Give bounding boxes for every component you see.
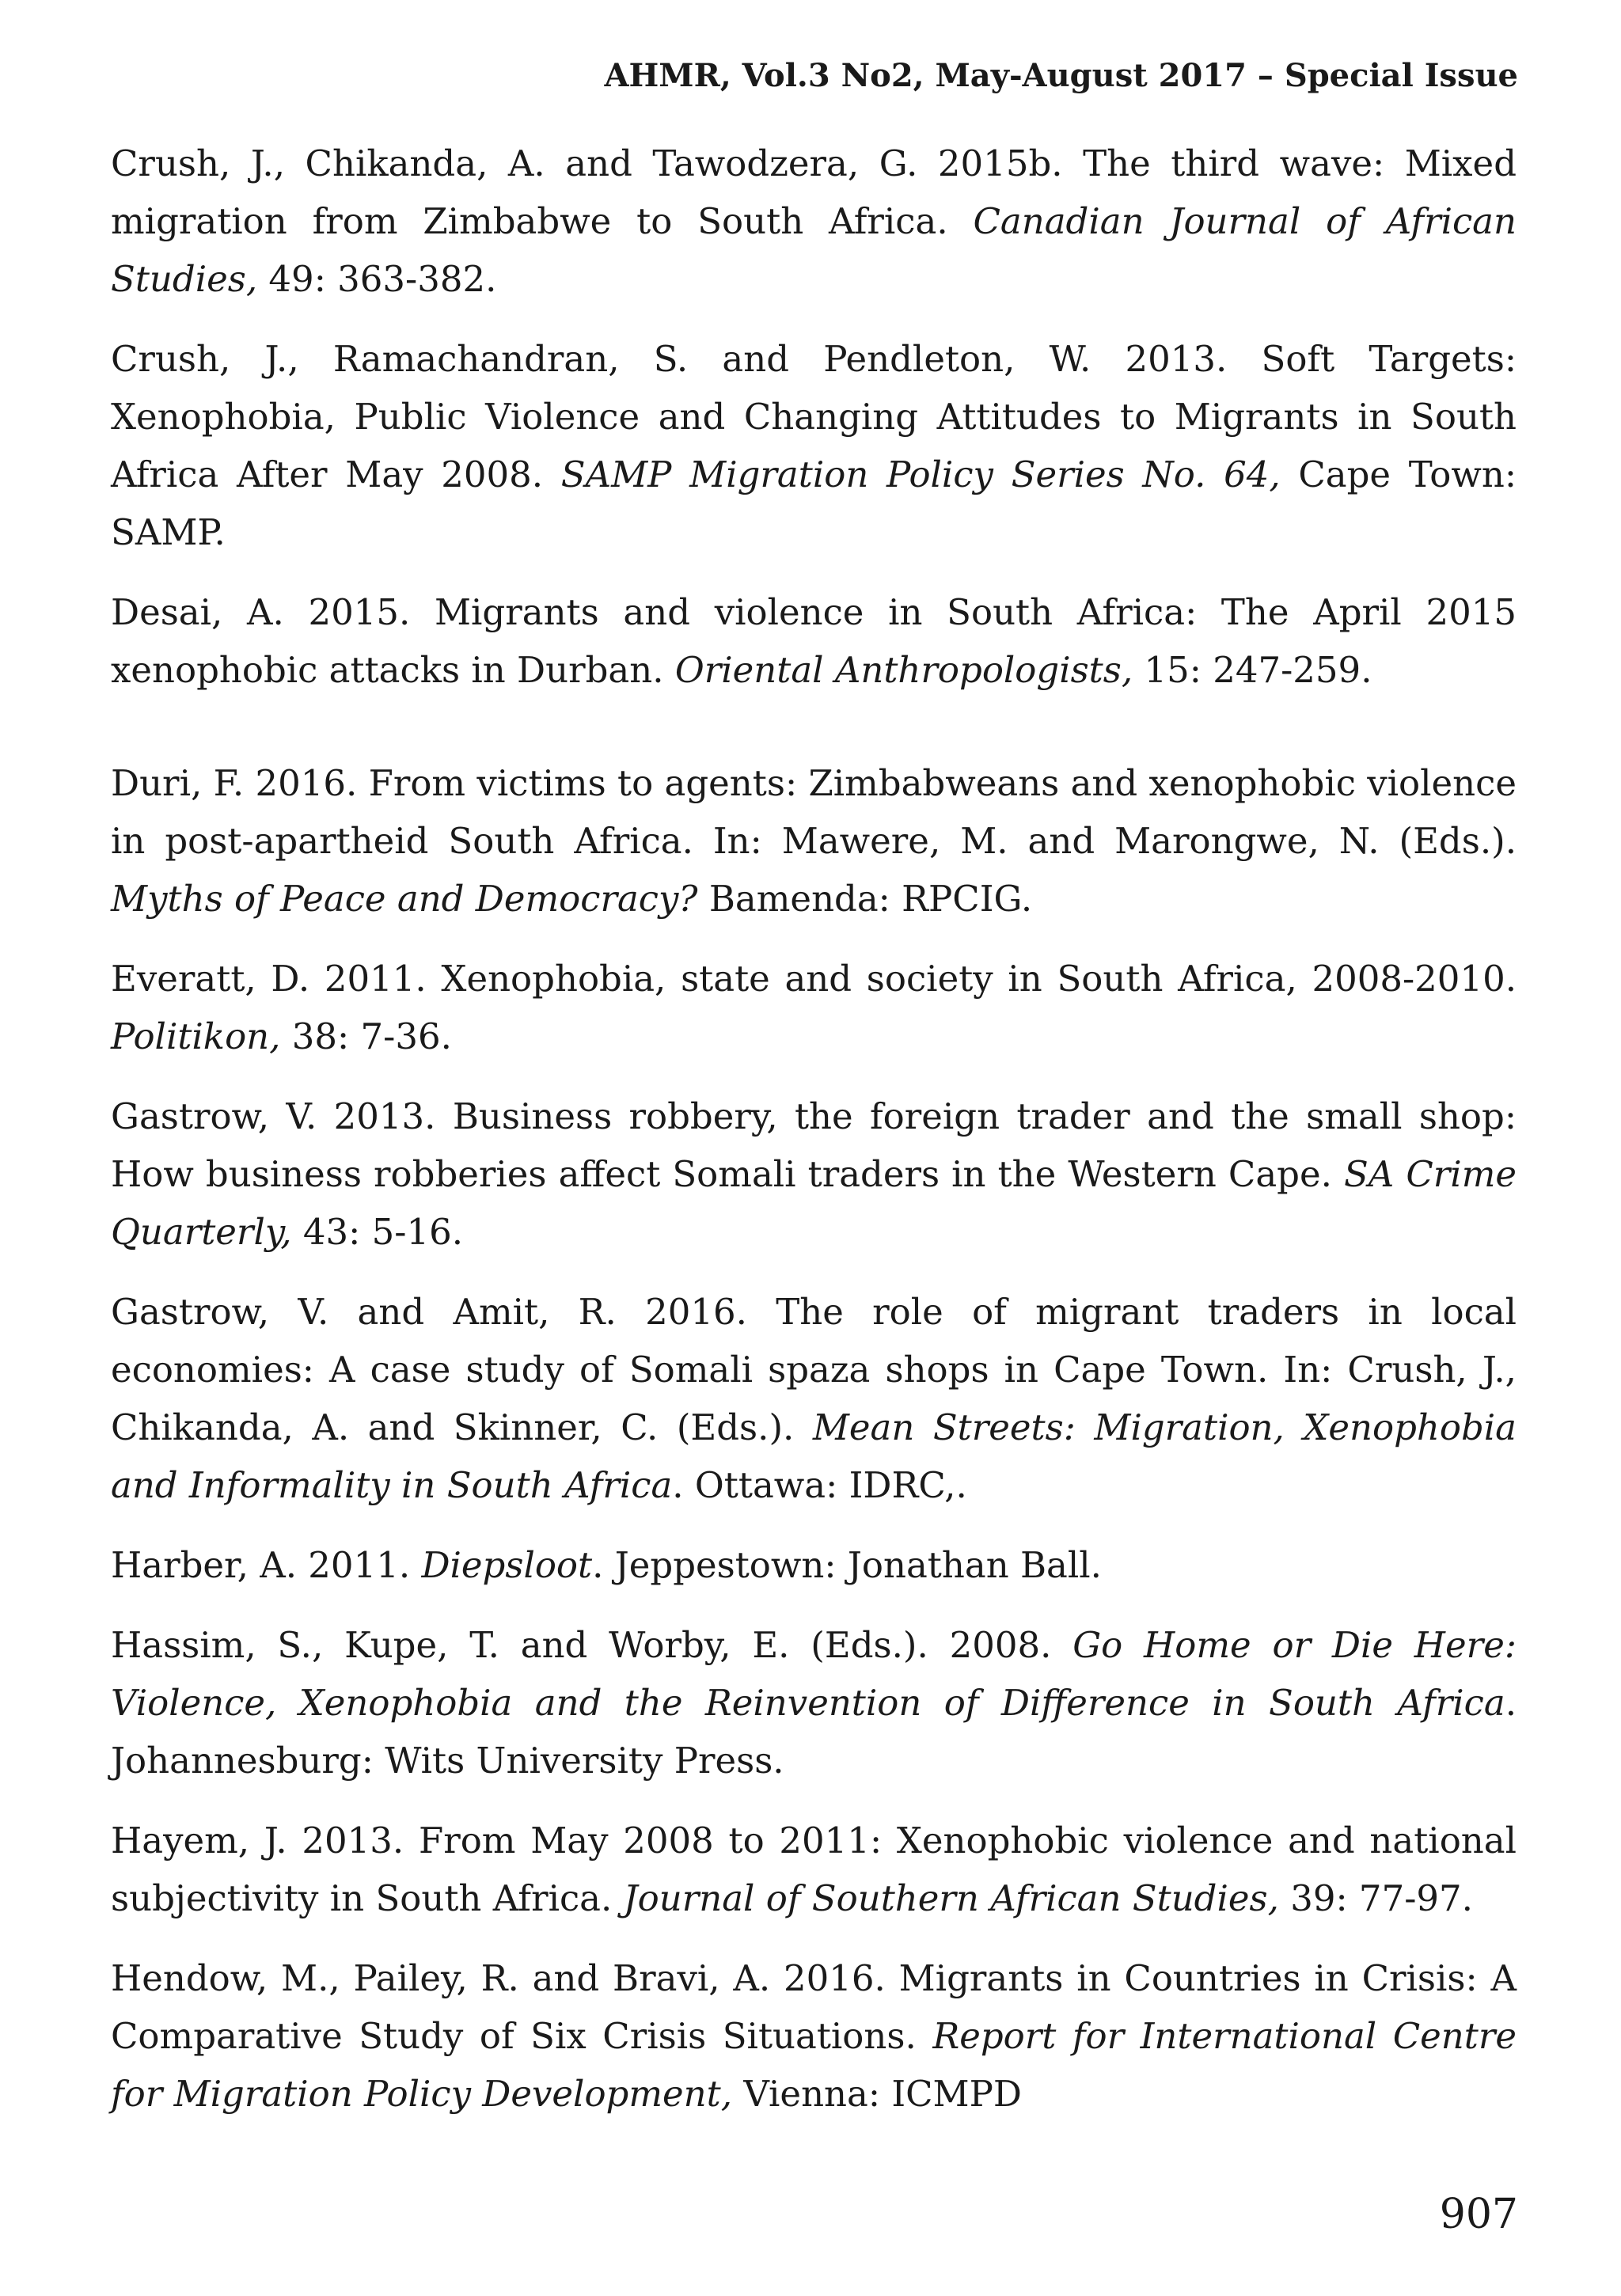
reference-entry [111,1812,1517,1927]
reference-details: 39: 77-97. [1278,1877,1473,1919]
reference-source: SAMP Migration Policy Series No. 64, [560,454,1281,495]
reference-entry [111,135,1517,308]
reference-details: . Ottawa: IDRC,. [672,1464,967,1506]
reference-list [111,135,1517,2145]
reference-entry [111,950,1517,1065]
reference-text: Hendow, M., Pailey, R. and Bravi, A. 2016. Migrants in Countries in Crisis: A Comparative Study of Six Crisis Situations. [111,1957,1517,2057]
reference-details: Bamenda: RPCIG. [697,878,1033,920]
reference-details: . Jeppestown: Jonathan Ball. [592,1544,1102,1586]
reference-text: Desai, A. 2015. Migrants and violence in South Africa: The April 2015 xenophobic attacks in Durban. [111,591,1517,691]
reference-entry [111,1949,1517,2123]
reference-text: Everatt, D. 2011. Xenophobia, state and society in South Africa, 2008-2010. [111,958,1517,1000]
reference-text: Gastrow, V. and Amit, R. 2016. The role of migrant traders in local economies: A case study of Somali spaza shops in Cape Town. In: Crush, J., Chikanda, A. and Skinner, C. (Eds.). [111,1291,1517,1448]
reference-source: Journal of Southern African Studies, [623,1877,1279,1919]
reference-details: . Johannesburg: Wits University Press. [111,1682,1517,1782]
reference-details: 43: 5-16. [291,1211,464,1253]
reference-source: Mean Streets: Migration, Xenophobia and Informality in South Africa [111,1406,1517,1506]
reference-source: Diepsloot [421,1544,593,1586]
reference-text: Crush, J., Ramachandran, S. and Pendleton, W. 2013. Soft Targets: Xenophobia, Public Violence and Changing Attitudes to Migrants in South Africa After May 2008. [111,338,1517,495]
reference-source: Oriental Anthropologists, [674,649,1133,691]
reference-entry [111,1536,1517,1594]
reference-entry [111,330,1517,561]
page-number: 907 [1439,2191,1518,2238]
reference-source: Politikon, [111,1015,281,1057]
reference-entry [111,583,1517,699]
reference-source: Report for International Centre for Migration Policy Development, [111,2015,1517,2115]
reference-text: Hassim, S., Kupe, T. and Worby, E. (Eds.). 2008. [111,1624,1073,1666]
running-header: AHMR, Vol.3 No2, May-August 2017 – Special Issue [604,57,1518,94]
reference-text: Gastrow, V. 2013. Business robbery, the foreign trader and the small shop: How business robberies affect Somali traders in the Western Cape. [111,1095,1517,1195]
reference-text: Crush, J., Chikanda, A. and Tawodzera, G. 2015b. The third wave: Mixed migration from Zimbabwe to South Africa. [111,142,1517,242]
reference-details: Vienna: ICMPD [732,2073,1022,2115]
reference-source: Canadian Journal of African Studies, [111,200,1517,300]
reference-entry [111,754,1517,928]
reference-entry [111,1616,1517,1789]
reference-entry [111,1087,1517,1261]
reference-details: 38: 7-36. [280,1015,452,1057]
reference-details: Cape Town: SAMP. [111,454,1517,553]
reference-source: SA Crime Quarterly, [111,1153,1517,1253]
reference-source: Go Home or Die Here: Violence, Xenophobia and the Reinvention of Difference in South Africa [111,1624,1517,1724]
reference-details: 15: 247-259. [1133,649,1372,691]
reference-text: Harber, A. 2011. [111,1544,422,1586]
reference-entry [111,1283,1517,1514]
reference-text: Duri, F. 2016. From victims to agents: Zimbabweans and xenophobic violence in post-apartheid South Africa. In: Mawere, M. and Marongwe, N. (Eds.). [111,762,1517,862]
reference-text: Hayem, J. 2013. From May 2008 to 2011: Xenophobic violence and national subjectivity in South Africa. [111,1820,1517,1919]
reference-source: Myths of Peace and Democracy? [111,878,698,920]
reference-details: 49: 363-382. [257,258,497,300]
